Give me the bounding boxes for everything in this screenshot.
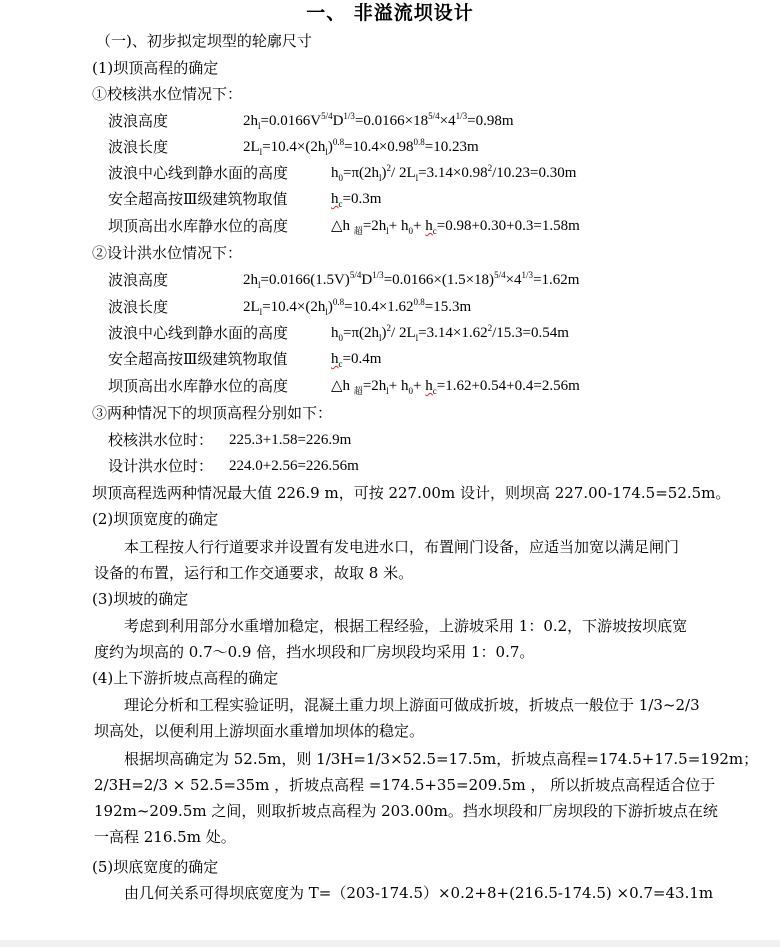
- formula-wave-center: $h_0=\pi(2h_l)^2/$ $2L_l=3.14\times 1.62^2/15.3=0.54m$: [331, 323, 569, 343]
- formula-wave-length: $2L_l=10.4\times(2h_l)^{0.8}=10.4\times 0.98^{0.8}=10.23m$: [243, 137, 479, 157]
- paragraph-break-point-theory: 理论分析和工程实验证明，混凝土重力坝上游面可做成折坡，折坡点一般位于 1/3~2/3 坝高处，以便利用上游坝面水重增加坝体的稳定。: [94, 696, 700, 740]
- subheading-crest-width: (2)坝顶宽度的确定: [92, 510, 219, 528]
- label-safety: 安全超高按Ⅲ级建筑物取值: [108, 350, 288, 368]
- label-wave-height: 波浪高度: [108, 271, 169, 289]
- label-design-flood: 设计洪水位时：: [108, 457, 214, 475]
- subheading-crest-elevation: (1)坝顶高程的确定: [92, 59, 219, 77]
- paragraph-base-width: 由几何关系可得坝底宽度为 T=（203-174.5）×0.2+8+(216.5-174.5) ×0.7=43.1m: [124, 884, 714, 902]
- label-wave-center: 波浪中心线到静水面的高度: [108, 164, 289, 182]
- subheading-base-width: (5)坝底宽度的确定: [92, 858, 219, 876]
- section-heading: （一)、初步拟定坝型的轮廓尺寸: [96, 32, 312, 50]
- label-wave-length: 波浪长度: [108, 138, 169, 156]
- formula-crest-height: △h $_超=2h_l+ h_0+ h_c=0.98+0.30+0.3=1.58m$: [331, 218, 580, 236]
- paragraph-slope: 考虑到利用部分水重增加稳定，根据工程经验，上游坡采用 1：0.2，下游坡按坝底宽 度约为坝高的 0.7～0.9 倍，挡水坝段和厂房坝段均采用 1：0.7。: [94, 617, 688, 661]
- formula-wave-center: $h_0=\pi(2h_l)^2/$ $2L_l=3.14\times 0.98^2/10.23=0.30m$: [331, 163, 577, 183]
- label-check-flood: 校核洪水位时：: [108, 431, 214, 449]
- label-wave-center: 波浪中心线到静水面的高度: [108, 324, 289, 342]
- formula-safety: $h_c=0.3m$: [331, 191, 382, 209]
- formula-crest-height: △h $_超=2h_l+ h_0+ h_c=1.62+0.54+0.4=2.56m$: [331, 378, 580, 396]
- value-check-crest: 225.3+1.58=226.9m: [229, 432, 352, 448]
- label-wave-length: 波浪长度: [108, 298, 169, 316]
- subheading-slope: (3)坝坡的确定: [92, 590, 189, 608]
- paragraph-crest-width: 本工程按人行行道要求并设置有发电进水口，布置闸门设备，应适当加宽以满足闸门 设备的布置，运行和工作交通要求，故取 8 米。: [94, 538, 680, 582]
- case-design-flood: ②设计洪水位情况下：: [92, 244, 243, 262]
- formula-wave-height: $2h_l=0.0166(1.5V)^{5/4}D^{1/3}=0.0166\times(1.5\times 18)^{5/4}\times 4^{1/3}=1.62m$: [243, 270, 580, 290]
- label-crest-height: 坝顶高出水库静水位的高度: [108, 377, 289, 395]
- case-summary: ③两种情况下的坝顶高程分别如下：: [92, 404, 333, 422]
- label-wave-height: 波浪高度: [108, 112, 169, 130]
- value-design-crest: 224.0+2.56=226.56m: [229, 458, 359, 474]
- paragraph-break-point-calc: 根据坝高确定为 52.5m，则 1/3H=1/3×52.5=17.5m，折坡点高程=174.5+17.5=192m； 2/3H=2/3 × 52.5=35m ，折坡点高程 =174.5+35=209.5m ， 所以折坡点高程适合位于 192m~209.5m 之间，则取折坡点高程为 203.00m。挡水坝段和厂房坝段的下游折坡点在统 一高程 216.5m 处。: [94, 750, 759, 846]
- formula-wave-height: $2h_l=0.0166V^{5/4}D^{1/3}=0.0166\times 18^{5/4}\times 4^{1/3}=0.98m$: [243, 111, 514, 131]
- case-check-flood: ①校核洪水位情况下：: [92, 85, 243, 103]
- subheading-break-point: (4)上下游折坡点高程的确定: [92, 669, 279, 687]
- label-safety: 安全超高按Ⅲ级建筑物取值: [108, 190, 288, 208]
- crest-summary: 坝顶高程选两种情况最大值 226.9 m，可按 227.00m 设计，则坝高 227.00-174.5=52.5m。: [92, 484, 731, 502]
- formula-safety: $h_c=0.4m$: [331, 351, 382, 369]
- formula-wave-length: $2L_l=10.4\times(2h_l)^{0.8}=10.4\times 1.62^{0.8}=15.3m$: [243, 297, 472, 317]
- label-crest-height: 坝顶高出水库静水位的高度: [108, 217, 289, 235]
- page-bottom-edge: [0, 940, 780, 947]
- page-title: 一、 非溢流坝设计: [306, 2, 474, 24]
